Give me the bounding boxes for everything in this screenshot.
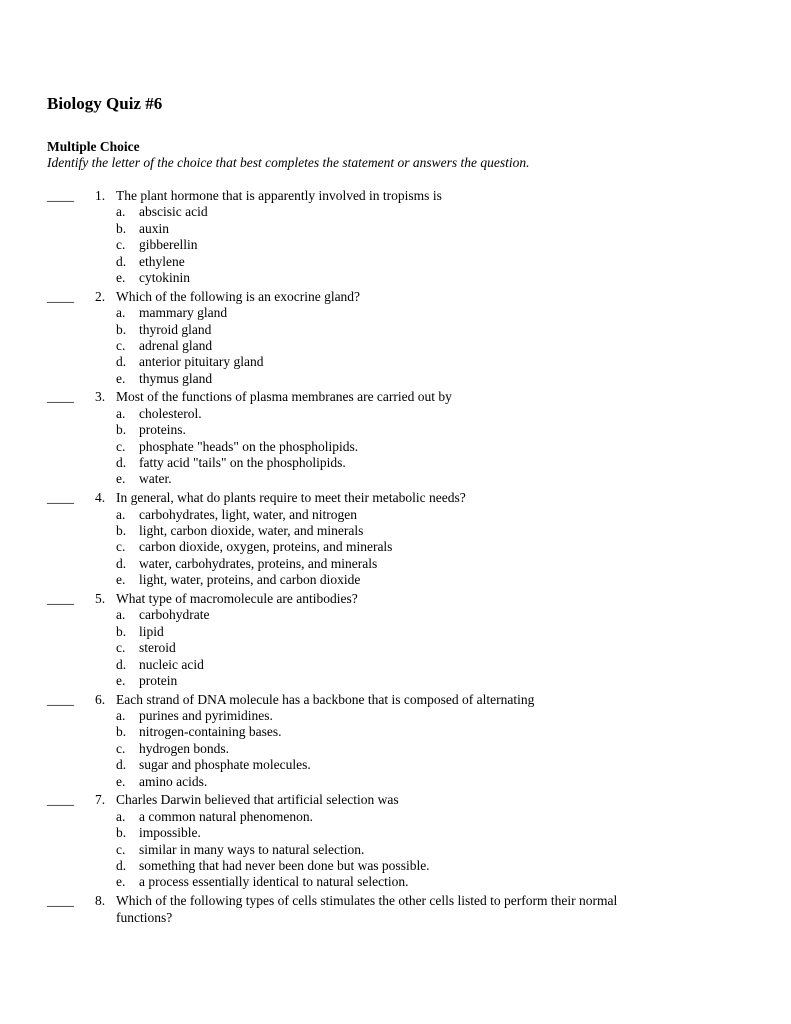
question-line bbox=[0, 490, 791, 506]
option-letter: a. bbox=[116, 405, 126, 421]
question-line bbox=[0, 289, 791, 305]
option-text: carbohydrates, light, water, and nitrogen bbox=[139, 506, 358, 522]
question-number: 5. bbox=[95, 590, 106, 606]
question-line bbox=[0, 792, 791, 808]
option-text: thymus gland bbox=[139, 370, 213, 386]
question-text: Which of the following types of cells stimulates the other cells listed to perform their normal bbox=[116, 893, 618, 909]
question-line bbox=[0, 692, 791, 708]
question-line bbox=[0, 893, 791, 909]
option-letter: e. bbox=[116, 773, 126, 789]
question-text: Which of the following is an exocrine gland? bbox=[116, 288, 361, 304]
option-text: light, carbon dioxide, water, and minerals bbox=[139, 522, 364, 538]
option-letter: e. bbox=[116, 370, 126, 386]
answer-option[interactable] bbox=[0, 507, 791, 523]
answer-option[interactable] bbox=[0, 237, 791, 253]
option-letter: e. bbox=[116, 269, 126, 285]
answer-option[interactable] bbox=[0, 539, 791, 555]
option-text: purines and pyrimidines. bbox=[139, 708, 273, 724]
question-line bbox=[0, 910, 791, 926]
answer-option[interactable] bbox=[0, 204, 791, 220]
option-text: steroid bbox=[139, 640, 176, 656]
question-number: 6. bbox=[95, 691, 106, 707]
answer-blank[interactable]: ____ bbox=[47, 893, 74, 909]
question-text: Most of the functions of plasma membranes are carried out by bbox=[116, 389, 452, 405]
answer-option[interactable] bbox=[0, 270, 791, 286]
answer-blank[interactable]: ____ bbox=[47, 590, 74, 606]
answer-option[interactable] bbox=[0, 673, 791, 689]
section-heading: Multiple Choice bbox=[47, 139, 140, 154]
question-number: 2. bbox=[95, 288, 106, 304]
option-letter: a. bbox=[116, 808, 126, 824]
option-text: cholesterol. bbox=[139, 405, 202, 421]
question-text: Each strand of DNA molecule has a backbone that is composed of alternating bbox=[116, 691, 535, 707]
question-item bbox=[0, 188, 791, 286]
option-letter: c. bbox=[116, 740, 126, 756]
question-line bbox=[0, 389, 791, 405]
question-text: The plant hormone that is apparently involved in tropisms is bbox=[116, 188, 442, 203]
option-letter: a. bbox=[116, 708, 126, 724]
answer-option[interactable] bbox=[0, 640, 791, 656]
question-item bbox=[0, 893, 791, 926]
question-text: What type of macromolecule are antibodies? bbox=[116, 590, 358, 606]
option-text: adrenal gland bbox=[139, 337, 213, 353]
answer-option[interactable] bbox=[0, 556, 791, 572]
option-text: ethylene bbox=[139, 253, 185, 269]
answer-option[interactable] bbox=[0, 874, 791, 890]
option-text: a process essentially identical to natural selection. bbox=[139, 874, 409, 890]
option-text: hydrogen bonds. bbox=[139, 740, 229, 756]
option-letter: e. bbox=[116, 572, 126, 588]
question-number: 3. bbox=[95, 389, 106, 405]
option-text: impossible. bbox=[139, 825, 201, 841]
option-letter: d. bbox=[116, 656, 127, 672]
option-text: proteins. bbox=[139, 422, 186, 438]
answer-option[interactable] bbox=[0, 842, 791, 858]
option-letter: a. bbox=[116, 506, 126, 522]
question-item bbox=[0, 792, 791, 890]
answer-option[interactable] bbox=[0, 774, 791, 790]
option-text: water. bbox=[139, 471, 172, 487]
option-letter: a. bbox=[116, 204, 126, 220]
answer-option[interactable] bbox=[0, 523, 791, 539]
option-letter: c. bbox=[116, 640, 126, 656]
option-letter: a. bbox=[116, 305, 126, 321]
answer-option[interactable] bbox=[0, 708, 791, 724]
option-text: mammary gland bbox=[139, 305, 228, 321]
question-text: Charles Darwin believed that artificial selection was bbox=[116, 792, 399, 808]
option-letter: e. bbox=[116, 874, 126, 890]
option-letter: d. bbox=[116, 555, 127, 571]
answer-option[interactable] bbox=[0, 371, 791, 387]
answer-blank[interactable]: ____ bbox=[47, 389, 74, 405]
answer-blank[interactable]: ____ bbox=[47, 792, 74, 808]
quiz-title: Biology Quiz #6 bbox=[47, 94, 163, 113]
answer-option[interactable] bbox=[0, 572, 791, 588]
option-text: sugar and phosphate molecules. bbox=[139, 757, 311, 773]
option-text: thyroid gland bbox=[139, 321, 212, 337]
option-letter: d. bbox=[116, 253, 127, 269]
answer-option[interactable] bbox=[0, 809, 791, 825]
option-letter: d. bbox=[116, 757, 127, 773]
answer-blank[interactable]: ____ bbox=[47, 188, 74, 203]
option-text: phosphate "heads" on the phospholipids. bbox=[139, 438, 359, 454]
question-number: 7. bbox=[95, 792, 106, 808]
option-text: light, water, proteins, and carbon dioxide bbox=[139, 572, 361, 588]
answer-option[interactable] bbox=[0, 254, 791, 270]
answer-option[interactable] bbox=[0, 422, 791, 438]
option-text: something that had never been done but was possible. bbox=[139, 857, 430, 873]
answer-option[interactable] bbox=[0, 338, 791, 354]
question-line bbox=[0, 188, 791, 204]
question-item bbox=[0, 591, 791, 689]
option-text: lipid bbox=[139, 623, 164, 639]
option-letter: c. bbox=[116, 539, 126, 555]
answer-option[interactable] bbox=[0, 858, 791, 874]
question-item bbox=[0, 490, 791, 588]
answer-option[interactable] bbox=[0, 624, 791, 640]
question-number: 1. bbox=[95, 188, 106, 203]
option-letter: e. bbox=[116, 471, 126, 487]
option-letter: c. bbox=[116, 237, 126, 253]
answer-blank[interactable]: ____ bbox=[47, 691, 74, 707]
option-text: carbon dioxide, oxygen, proteins, and minerals bbox=[139, 539, 393, 555]
option-letter: e. bbox=[116, 672, 126, 688]
answer-blank[interactable]: ____ bbox=[47, 288, 74, 304]
answer-blank[interactable]: ____ bbox=[47, 490, 74, 506]
answer-option[interactable] bbox=[0, 724, 791, 740]
option-letter: d. bbox=[116, 455, 127, 471]
option-letter: d. bbox=[116, 857, 127, 873]
question-text: functions? bbox=[116, 909, 173, 925]
section-instructions: Identify the letter of the choice that best completes the statement or answers the question. bbox=[47, 155, 530, 170]
option-text: auxin bbox=[139, 220, 169, 236]
answer-option[interactable] bbox=[0, 455, 791, 471]
option-text: gibberellin bbox=[139, 237, 198, 253]
question-text: In general, what do plants require to meet their metabolic needs? bbox=[116, 490, 466, 506]
option-letter: d. bbox=[116, 354, 127, 370]
answer-option[interactable] bbox=[0, 354, 791, 370]
answer-option[interactable] bbox=[0, 741, 791, 757]
option-letter: b. bbox=[116, 522, 127, 538]
question-item bbox=[0, 389, 791, 487]
question-item bbox=[0, 289, 791, 387]
option-text: cytokinin bbox=[139, 269, 190, 285]
option-text: protein bbox=[139, 672, 178, 688]
question-number: 8. bbox=[95, 893, 106, 909]
option-text: abscisic acid bbox=[139, 204, 208, 220]
answer-option[interactable] bbox=[0, 825, 791, 841]
answer-option[interactable] bbox=[0, 221, 791, 237]
option-letter: b. bbox=[116, 321, 127, 337]
option-text: similar in many ways to natural selection. bbox=[139, 841, 365, 857]
option-text: fatty acid "tails" on the phospholipids. bbox=[139, 455, 346, 471]
option-letter: b. bbox=[116, 422, 127, 438]
answer-option[interactable] bbox=[0, 439, 791, 455]
answer-option[interactable] bbox=[0, 757, 791, 773]
option-text: nitrogen-containing bases. bbox=[139, 724, 282, 740]
option-text: anterior pituitary gland bbox=[139, 354, 264, 370]
answer-option[interactable] bbox=[0, 471, 791, 487]
option-letter: a. bbox=[116, 607, 126, 623]
option-text: a common natural phenomenon. bbox=[139, 808, 313, 824]
question-number: 4. bbox=[95, 490, 106, 506]
option-text: carbohydrate bbox=[139, 607, 210, 623]
answer-option[interactable] bbox=[0, 607, 791, 623]
option-letter: c. bbox=[116, 841, 126, 857]
question-item bbox=[0, 692, 791, 790]
option-text: nucleic acid bbox=[139, 656, 204, 672]
option-letter: c. bbox=[116, 438, 126, 454]
answer-option[interactable] bbox=[0, 305, 791, 321]
option-letter: b. bbox=[116, 220, 127, 236]
question-line bbox=[0, 591, 791, 607]
option-letter: c. bbox=[116, 337, 126, 353]
option-letter: b. bbox=[116, 623, 127, 639]
option-text: amino acids. bbox=[139, 773, 208, 789]
option-letter: b. bbox=[116, 825, 127, 841]
answer-option[interactable] bbox=[0, 657, 791, 673]
option-letter: b. bbox=[116, 724, 127, 740]
answer-option[interactable] bbox=[0, 406, 791, 422]
answer-option[interactable] bbox=[0, 322, 791, 338]
option-text: water, carbohydrates, proteins, and minerals bbox=[139, 555, 378, 571]
question-list bbox=[0, 188, 791, 928]
